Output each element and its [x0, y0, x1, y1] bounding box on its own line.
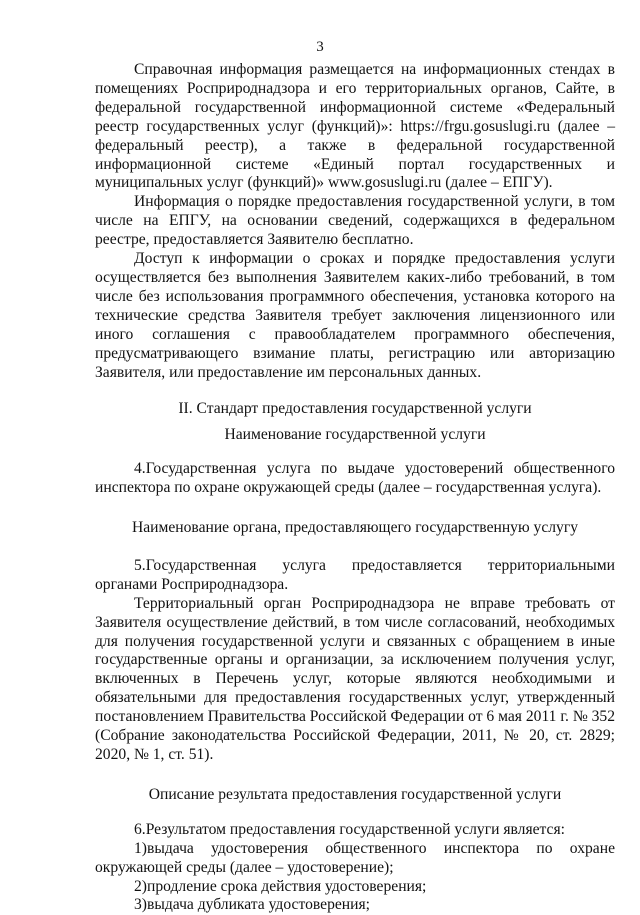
item-4-number: 4. — [134, 460, 146, 478]
item-5-number: 5. — [134, 556, 146, 574]
paragraph-access-info: Доступ к информации о сроках и порядке предоставления услуги осуществляется без выполнения Заявителем каких-либо требований, в том числе без использования программного обеспечения, установка которого на технические средства Заявителя требует заключения лицензионного или иного соглашения с правообладателем программного обеспечения, предусматривающего взимание платы, регистрацию или авторизацию Заявителя, или предоставление им персональных данных. — [95, 250, 615, 381]
item-5 — [95, 557, 615, 595]
item-6-number: 6. — [134, 820, 146, 838]
item-5-text: Государственная услуга предоставляется территориальными органами Росприроднадзора. — [95, 556, 615, 593]
result-item-3-number: 3) — [134, 896, 147, 914]
result-item-1-text: выдача удостоверения общественного инспектора по охране окружающей среды (далее – удостоверение); — [95, 839, 615, 876]
result-item-2-text: продление срока действия удостоверения; — [147, 877, 427, 895]
paragraph-info-free: Информация о порядке предоставления государственной услуги, в том числе на ЕПГУ, на основании сведений, содержащихся в федеральном реестре, предоставляется Заявителю бесплатно. — [95, 193, 615, 249]
item-4 — [95, 460, 615, 498]
item-5-paragraph-2: Территориальный орган Росприроднадзора не вправе требовать от Заявителя осуществление действий, в том числе согласований, необходимых для получения государственной услуги и связанных с обращением в иные государственные органы и организации, за исключением получения услуг, включенных в Перечень услуг, которые являются необходимыми и обязательными для предоставления государственных услуг, утвержденный постановлением Правительства Российской Федерации от 6 мая 2011 г. № 352 (Собрание законодательства Российской Федерации, 2011, № 20, ст. 2829; 2020, № 1, ст. 51). — [95, 594, 615, 763]
result-list-item — [95, 840, 615, 878]
item-6 — [95, 821, 615, 840]
result-item-2-number: 2) — [134, 877, 147, 895]
item-4-text: Государственная услуга по выдаче удостоверений общественного инспектора по охране окружающей среды (далее – государственная услуга). — [95, 460, 615, 497]
document-body — [95, 61, 615, 915]
result-item-1-number: 1) — [134, 839, 147, 857]
result-list-item — [95, 896, 615, 915]
subheading-result-desc: Описание результата предоставления государственной услуги — [148, 785, 562, 803]
section-heading: II. Стандарт предоставления государственной услуги — [178, 400, 532, 418]
item-6-text: Результатом предоставления государственной услуги является: — [145, 820, 565, 838]
subheading-organ-name: Наименование органа, предоставляющего государственную услугу — [131, 519, 579, 537]
page-number: 3 — [316, 39, 324, 55]
result-list-item — [95, 878, 615, 897]
paragraph-reference-info: Справочная информация размещается на информационных стендах в помещениях Росприроднадзора и его территориальных органов, Сайте, в федеральной государственной информационной системе «Федеральный реестр государственных услуг (функций)»: https://frgu.gosuslugi.ru (далее – федеральный реестр), а также в федеральной государственной информационной системе «Единый портал государственных и муниципальных услуг (функций)» www.gosuslugi.ru (далее – ЕПГУ). — [95, 61, 615, 192]
subheading-service-name: Наименование государственной услуги — [224, 426, 486, 444]
result-item-3-text: выдача дубликата удостоверения; — [147, 896, 370, 914]
